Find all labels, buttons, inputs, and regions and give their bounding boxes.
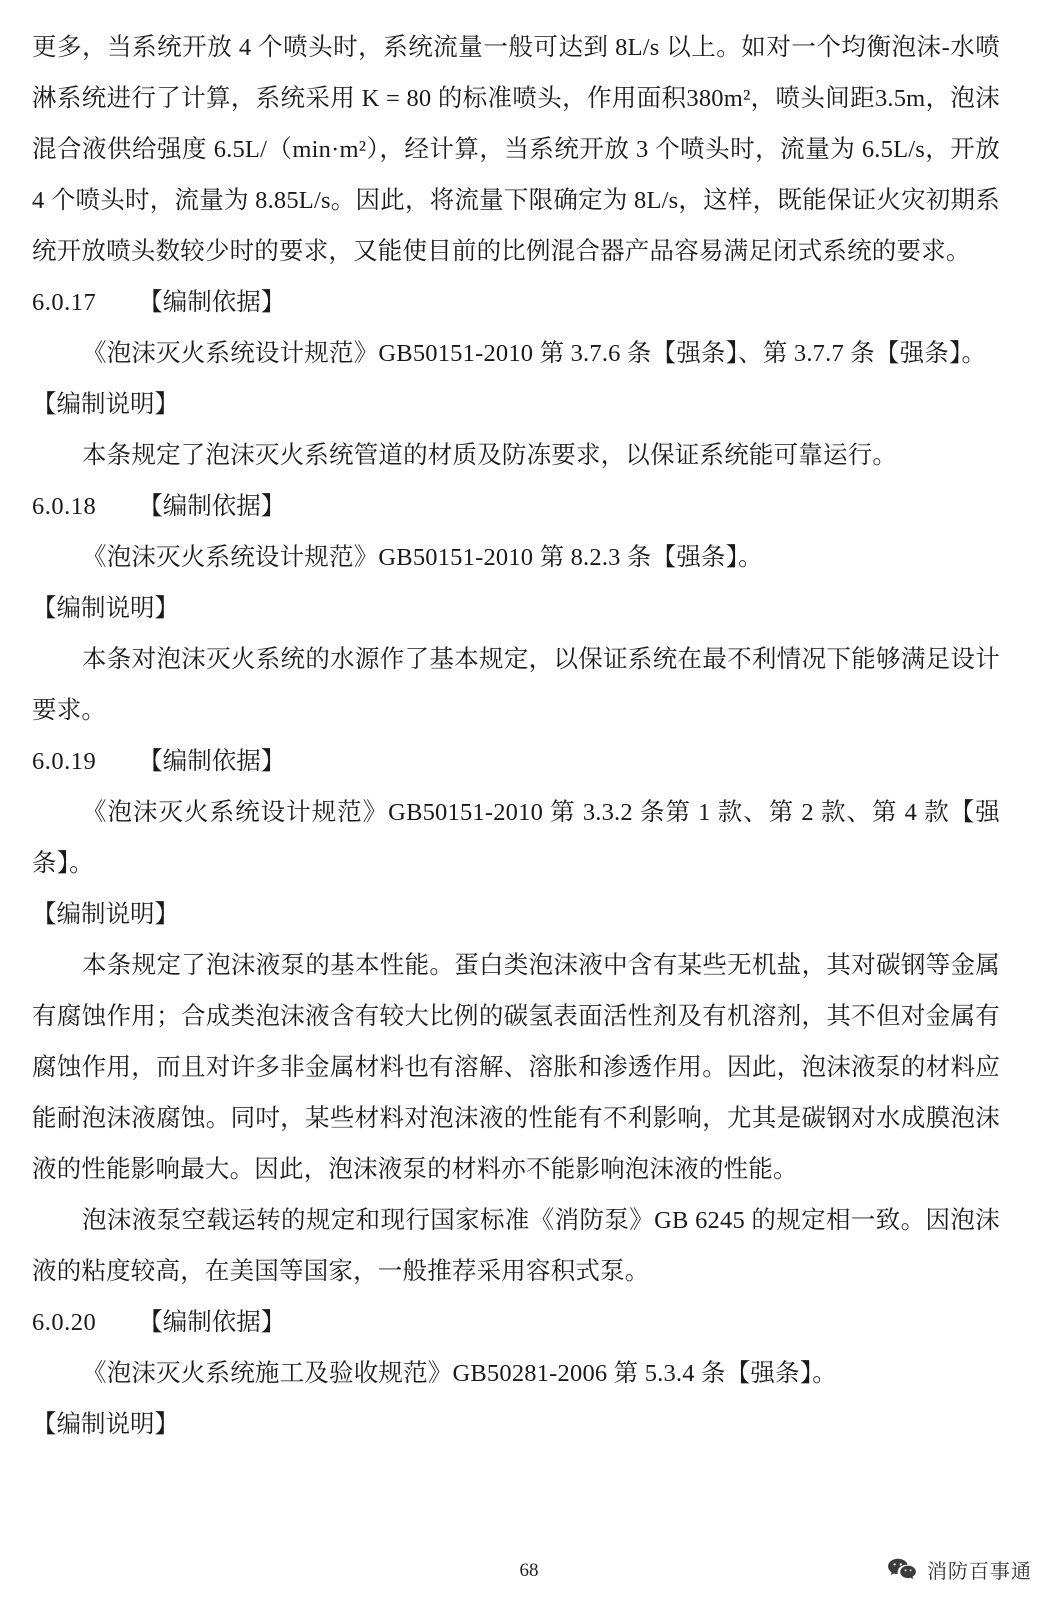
clause-heading-6-0-17	[32, 277, 1000, 328]
clause-label: 【编制依据】	[138, 748, 286, 775]
section-label-compilation-note: 【编制说明】	[32, 391, 179, 418]
body-paragraph: 泡沫液泵空载运转的规定和现行国家标准《消防泵》GB 6245 的规定相一致。因泡沫液的粘度较高，在美国等国家，一般推荐采用容积式泵。	[32, 1207, 1000, 1285]
body-paragraph: 《泡沫灭火系统设计规范》GB50151-2010 第 8.2.3 条【强条】。	[82, 544, 763, 571]
page-number: 68	[519, 1560, 539, 1581]
body-paragraph: 《泡沫灭火系统设计规范》GB50151-2010 第 3.3.2 条第 1 款、第 2 款、第 4 款【强条】。	[32, 799, 1000, 877]
clause-number: 6.0.18	[32, 493, 97, 520]
clause-label: 【编制依据】	[138, 289, 286, 316]
clause-heading-6-0-20	[32, 1297, 1000, 1348]
body-paragraph: 本条规定了泡沫液泵的基本性能。蛋白类泡沫液中含有某些无机盐，其对碳钢等金属有腐蚀作用；合成类泡沫液含有较大比例的碳氢表面活性剂及有机溶剂，其不但对金属有腐蚀作用，而且对许多非金属材料也有溶解、溶胀和渗透作用。因此，泡沫液泵的材料应能耐泡沫液腐蚀。同吋，某些材料对泡沫液的性能有不利影响，尤其是碳钢对水成膜泡沫液的性能影响最大。因此，泡沫液泵的材料亦不能影响泡沫液的性能。	[32, 952, 1000, 1183]
clause-number: 6.0.20	[32, 1309, 97, 1336]
body-paragraph: 本条规定了泡沫灭火系统管道的材质及防冻要求，以保证系统能可靠运行。	[82, 442, 898, 469]
section-label-compilation-note: 【编制说明】	[32, 595, 179, 622]
clause-number: 6.0.17	[32, 289, 97, 316]
watermark-text: 消防百事通	[927, 1561, 1032, 1583]
body-paragraph: 《泡沫灭火系统设计规范》GB50151-2010 第 3.7.6 条【强条】、第 3.7.7 条【强条】。	[82, 340, 987, 367]
body-paragraph: 更多，当系统开放 4 个喷头时，系统流量一般可达到 8L/s 以上。如对一个均衡泡沫-水喷淋系统进行了计算，系统采用 K = 80 的标准喷头，作用面积380m²，喷头间距3.5m，泡沫混合液供给强度 6.5L/（min·m²），经计算，当系统开放 3 个喷头时，流量为 6.5L/s，开放 4 个喷头时，流量为 8.85L/s。因此，将流量下限确定为 8L/s，这样，既能保证火灾初期系统开放喷头数较少时的要求，又能使目前的比例混合器产品容易满足闭式系统的要求。	[32, 34, 1000, 265]
wechat-icon	[887, 1557, 917, 1583]
clause-heading-6-0-19	[32, 736, 1000, 787]
clause-heading-6-0-18	[32, 481, 1000, 532]
section-label-compilation-note: 【编制说明】	[32, 901, 179, 928]
clause-number: 6.0.19	[32, 748, 97, 775]
clause-label: 【编制依据】	[138, 1309, 286, 1336]
body-paragraph: 《泡沫灭火系统施工及验收规范》GB50281-2006 第 5.3.4 条【强条】。	[82, 1360, 837, 1387]
watermark	[887, 1555, 1032, 1584]
clause-label: 【编制依据】	[138, 493, 286, 520]
section-label-compilation-note: 【编制说明】	[32, 1411, 179, 1438]
body-paragraph: 本条对泡沫灭火系统的水源作了基本规定，以保证系统在最不利情况下能够满足设计要求。	[32, 646, 1000, 724]
